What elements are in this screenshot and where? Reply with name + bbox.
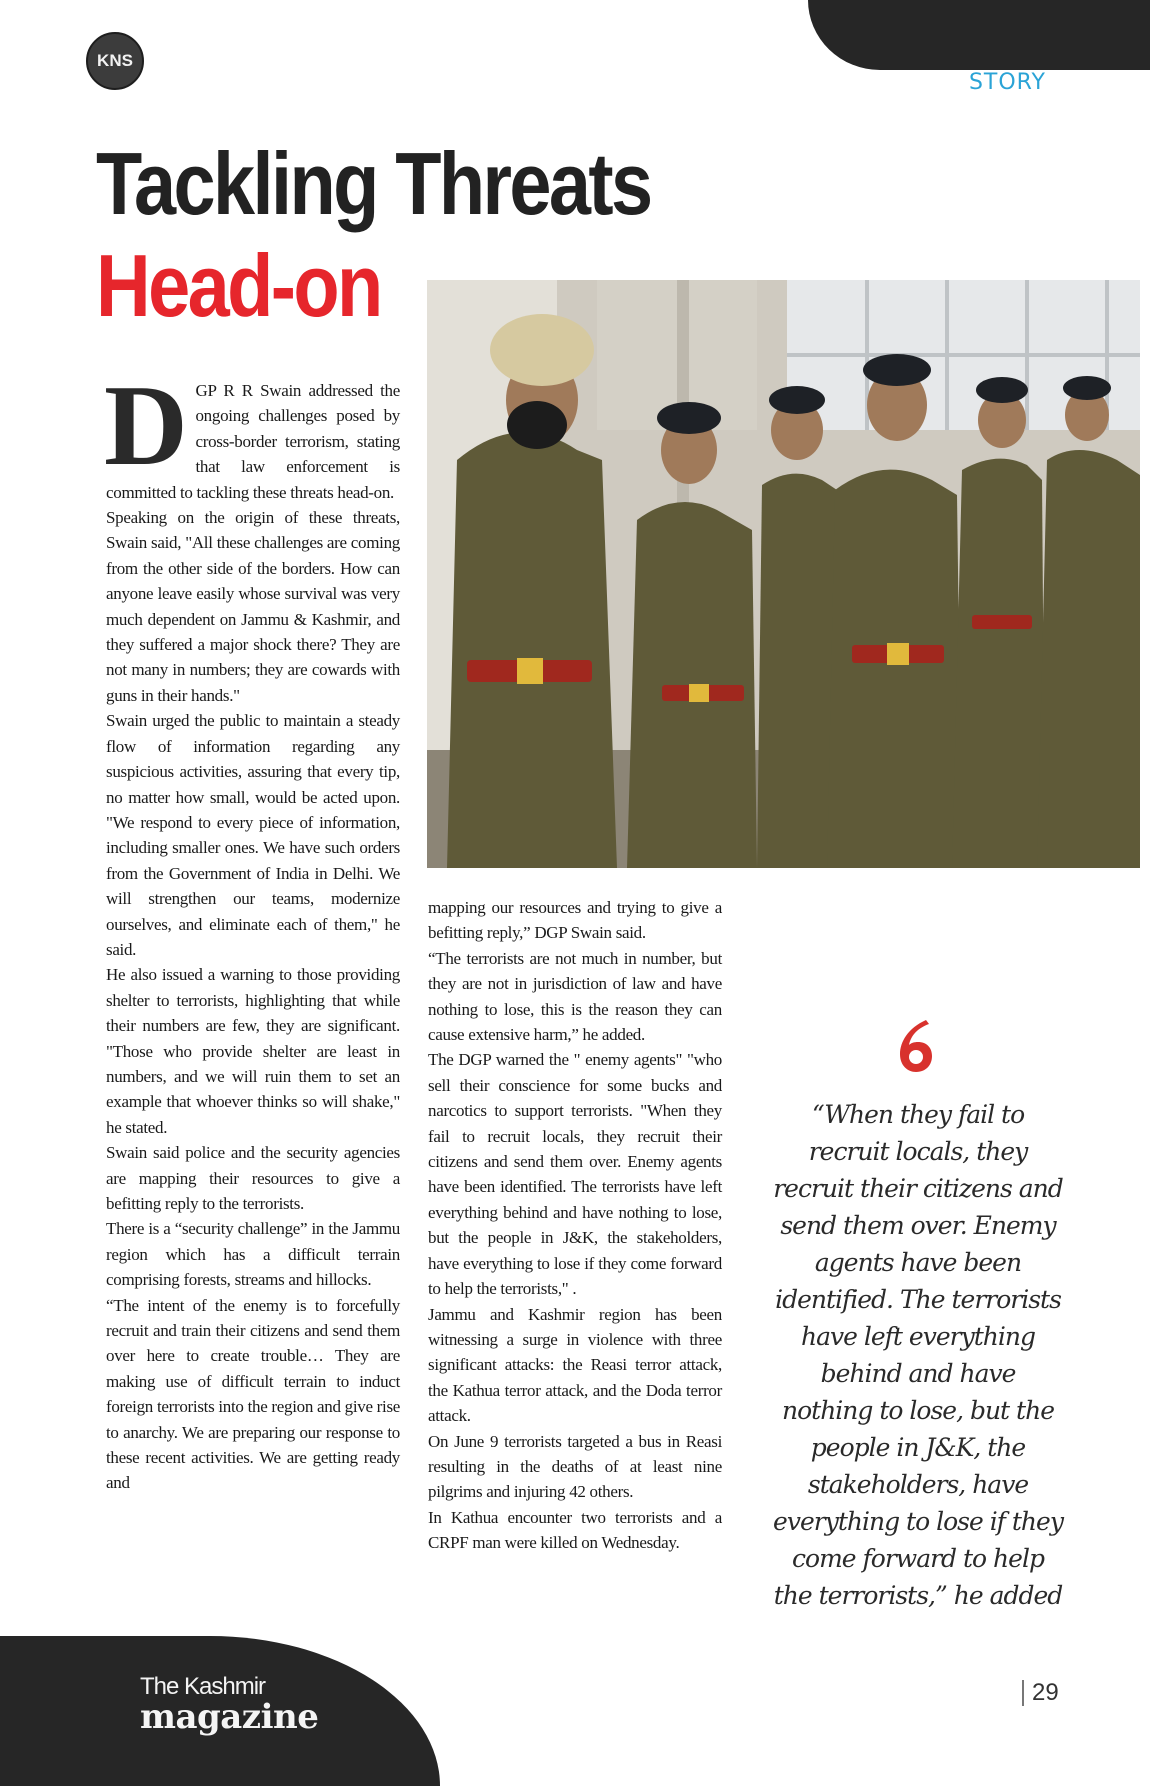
- article-title-line1: Tackling Threats: [96, 134, 651, 233]
- article-paragraph: Swain said police and the security agencies are mapping their resources to give a befitting reply to the terrorists.: [106, 1143, 400, 1213]
- article-column-left: [104, 362, 400, 1496]
- magazine-logo: [140, 1673, 319, 1737]
- article-paragraph: mapping our resources and trying to give a befitting reply,” DGP Swain said.: [428, 898, 722, 943]
- article-paragraph: There is a “security challenge” in the Jammu region which has a difficult terrain comprising forests, streams and hillocks.: [106, 1219, 400, 1290]
- section-label: STORY: [968, 70, 1046, 95]
- article-paragraph: Jammu and Kashmir region has been witnessing a surge in violence with three significant attacks: the Reasi terror attack, the Kathua terror attack, and the Doda terror attack.: [428, 1304, 722, 1426]
- header-band: [808, 0, 1150, 70]
- article-photo: [427, 280, 1140, 868]
- page-number: 29: [1022, 1680, 1059, 1706]
- magazine-logo-small: The Kashmir: [140, 1673, 266, 1700]
- pull-quote: “When they fail to recruit locals, they recruit their citizens and send them over. Enemy agents have been identified. The terrorists have left everything behind and have nothing to lose, but the people in J&K, the stakeholders, have everything to lose if they come forward to help the terrorists,” he added: [773, 1100, 1063, 1610]
- quote-mark-icon: [896, 1018, 936, 1074]
- article-paragraph: DGP R R Swain addressed the ongoing challenges posed by cross-border terrorism, stating that law enforcement is committed to tackling these threats head-on.: [104, 362, 400, 502]
- article-paragraph: The DGP warned the " enemy agents" "who sell their conscience for some bucks and narcotics to support terrorists. "When they fail to recruit locals, they recruit their citizens and send them over. Enemy agents have been identified. The terrorists have left everything behind and have nothing to lose, but the people in J&K, the stakeholders, have everything to lose if they come forward to help the terrorists," .: [428, 1050, 722, 1299]
- kns-logo-text: KNS: [97, 51, 133, 70]
- article-paragraph: “The intent of the enemy is to forcefully recruit and train their citizens and send them over here to create trouble… They are making use of difficult terrain to induct foreign terrorists into the region and give rise to anarchy. We are preparing our response to these recent activities. We are getting ready and: [106, 1295, 400, 1493]
- kns-logo: [86, 32, 144, 90]
- article-title-line2: Head-on: [96, 236, 381, 335]
- article-paragraph: He also issued a warning to those providing shelter to terrorists, highlighting that while their numbers are few, they are significant. "Those who provide shelter are least in numbers, and we will ruin them to set an example that whoever thinks so will shake," he stated.: [106, 965, 400, 1137]
- article-paragraph: Swain urged the public to maintain a steady flow of information regarding any suspicious activities, assuring that every tip, no matter how small, would be acted upon. "We respond to every piece of information, including smaller ones. We have such orders from the Government of India in Delhi. We will strengthen our teams, modernize ourselves, and eliminate each of them," he said.: [106, 711, 400, 959]
- dropcap: D: [104, 362, 188, 490]
- article-paragraph: In Kathua encounter two terrorists and a CRPF man were killed on Wednesday.: [428, 1507, 722, 1553]
- article-paragraph: Speaking on the origin of these threats, Swain said, "All these challenges are coming from the other side of the borders. How can anyone leave easily whose survival was very much dependent on Jammu & Kashmir, and they suffered a major shock there? They are not many in numbers; they are cowards with guns in their hands.": [106, 508, 400, 705]
- article-column-middle: [428, 895, 722, 1556]
- article-paragraph: On June 9 terrorists targeted a bus in Reasi resulting in the deaths of at least nine pilgrims and injuring 42 others.: [428, 1431, 722, 1502]
- article-paragraph: “The terrorists are not much in number, but they are not in jurisdiction of law and have nothing to lose, this is the reason they can cause extensive harm,” he added.: [428, 948, 722, 1045]
- magazine-logo-big: magazine: [140, 1697, 319, 1737]
